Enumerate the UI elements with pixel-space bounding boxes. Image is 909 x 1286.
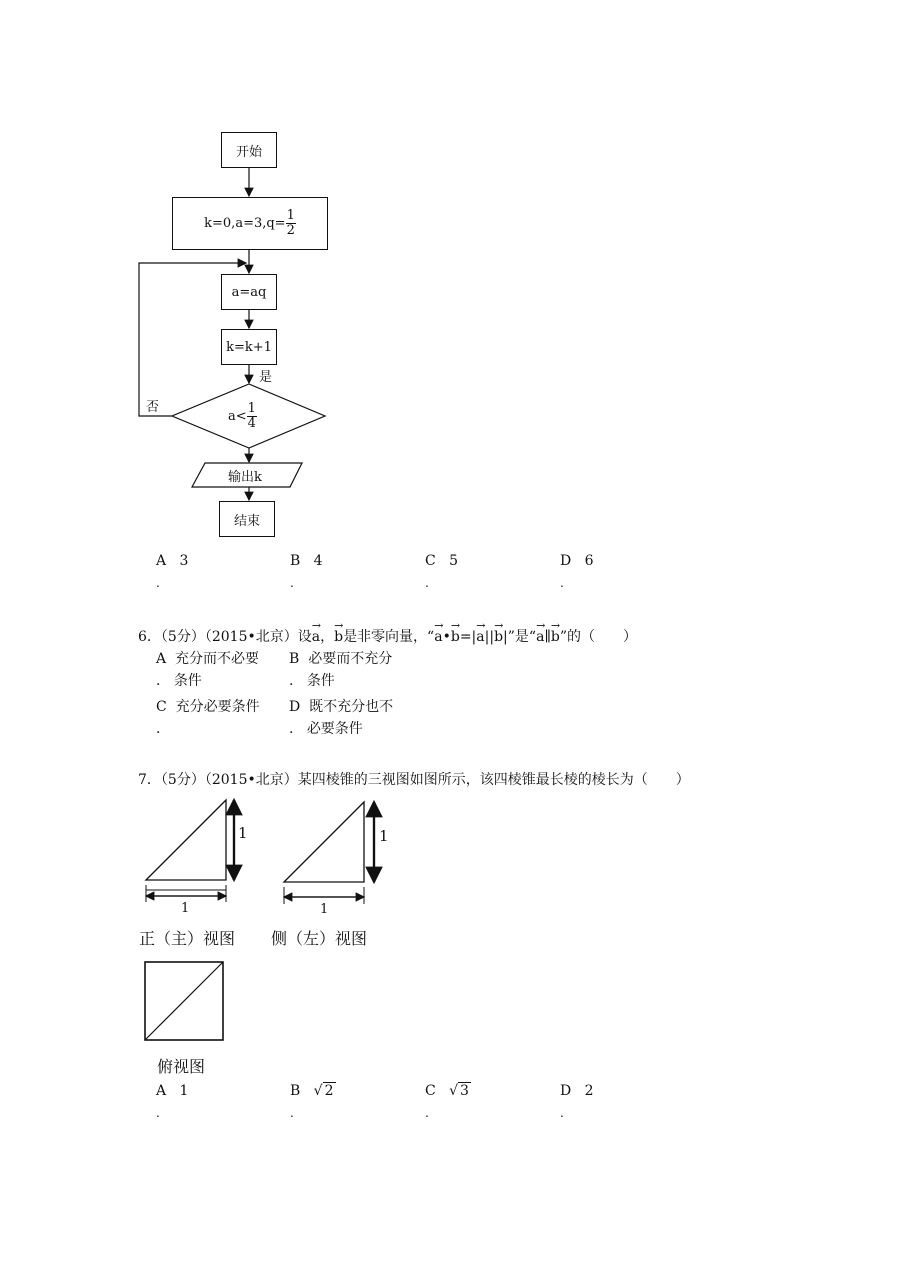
- q7-option-d[interactable]: D 2 .: [560, 1083, 594, 1120]
- option-text: 1: [179, 1083, 189, 1099]
- option-letter: B: [289, 651, 300, 667]
- option-letter: D: [560, 553, 572, 569]
- init-numerator: 1: [286, 208, 295, 223]
- option-text: 5: [449, 553, 458, 569]
- top-view: [145, 962, 223, 1040]
- question-score: （5分）: [160, 772, 205, 788]
- sqrt-symbol: √: [313, 1083, 323, 1099]
- option-text: 6: [584, 553, 594, 569]
- option-letter: B: [290, 1083, 301, 1099]
- option-letter: C: [156, 699, 167, 715]
- option-text: 3: [179, 553, 189, 569]
- end-label: 结束: [233, 513, 260, 529]
- option-text: 必要条件: [306, 721, 363, 737]
- option-radicand: 2: [324, 1083, 334, 1099]
- option-letter: B: [290, 553, 301, 569]
- condition-denominator: 4: [247, 416, 256, 431]
- comma: ，: [320, 629, 335, 645]
- option-text: 既不充分也不: [309, 699, 394, 715]
- option-letter: A: [156, 1083, 167, 1099]
- q5-option-c[interactable]: C 5 .: [425, 553, 458, 590]
- vector-a: → a: [312, 622, 320, 648]
- yes-label: 是: [259, 370, 273, 385]
- q7-option-a[interactable]: A 1 .: [156, 1083, 189, 1120]
- q7-option-c[interactable]: C √ 3 .: [425, 1083, 469, 1120]
- q5-option-b[interactable]: B 4 .: [290, 553, 323, 590]
- step-k-label: k=k+1: [226, 339, 272, 355]
- equals-abs: =|: [459, 629, 477, 645]
- option-letter: A: [156, 553, 167, 569]
- output-label: 输出k: [228, 470, 262, 485]
- no-label: 否: [146, 400, 160, 415]
- question-text: 某四棱锥的三视图如图所示，该四棱锥最长棱的棱长为（ ）: [297, 772, 690, 788]
- q6-option-a[interactable]: A 充分而不必要 . 条件: [156, 651, 260, 689]
- init-label: k=0,a=3,q=: [204, 216, 286, 231]
- side-height-label: 1: [379, 827, 389, 845]
- init-denominator: 2: [286, 223, 295, 238]
- option-text: 充分必要条件: [175, 699, 260, 715]
- option-letter: C: [425, 1083, 436, 1099]
- top-view-caption: 俯视图: [157, 1057, 206, 1076]
- start-label: 开始: [235, 144, 262, 160]
- dot-operator: •: [442, 629, 451, 645]
- vector-b: → b: [494, 622, 503, 648]
- step-a-label: a=aq: [231, 284, 267, 300]
- option-text: 4: [313, 553, 323, 569]
- question-text: ”的（ ）: [559, 629, 638, 645]
- question-source: （2015•北京）: [204, 629, 298, 645]
- condition-prefix: a<: [228, 409, 247, 424]
- q6-option-c[interactable]: C 充分必要条件 .: [156, 699, 260, 737]
- vector-b: → b: [334, 622, 343, 648]
- question-source: （2015•北京）: [204, 772, 298, 788]
- front-view: [146, 800, 234, 902]
- option-letter: C: [425, 553, 436, 569]
- option-radicand: 3: [460, 1083, 469, 1099]
- option-text: 条件: [173, 673, 202, 689]
- option-letter: D: [560, 1083, 572, 1099]
- q6-option-d[interactable]: D 既不充分也不 . 必要条件: [289, 699, 394, 737]
- vector-b: → b: [451, 622, 460, 648]
- option-text: 条件: [306, 673, 335, 689]
- q7-option-b[interactable]: B √ 2 .: [290, 1083, 334, 1120]
- option-letter: A: [156, 651, 167, 667]
- front-height-label: 1: [238, 824, 248, 842]
- option-letter: D: [289, 699, 301, 715]
- vector-a: → a: [476, 622, 484, 648]
- side-width-label: 1: [320, 902, 329, 917]
- question-text: |”是“: [503, 629, 537, 645]
- q5-option-d[interactable]: D 6 .: [560, 553, 594, 590]
- abs-bars: ||: [484, 629, 495, 645]
- side-view-caption: 侧（左）视图: [271, 929, 368, 948]
- question-score: （5分）: [160, 629, 205, 645]
- q6-option-b[interactable]: B 必要而不充分 . 条件: [289, 651, 393, 689]
- side-view: [284, 802, 374, 904]
- option-text: 充分而不必要: [175, 651, 260, 667]
- vector-b: → b: [551, 622, 560, 648]
- question-number: 7．: [138, 772, 161, 788]
- sqrt-symbol: √: [449, 1083, 458, 1099]
- vector-a: → a: [434, 622, 442, 648]
- condition-numerator: 1: [247, 401, 256, 416]
- question-text: 是非零向量，“: [343, 629, 435, 645]
- vector-a: → a: [536, 622, 544, 648]
- option-text: 必要而不充分: [308, 651, 393, 667]
- front-view-caption: 正（主）视图: [139, 929, 236, 948]
- parallel-symbol: ∥: [544, 629, 551, 645]
- option-text: 2: [584, 1083, 594, 1099]
- front-width-label: 1: [181, 901, 190, 916]
- question-number: 6．: [138, 629, 161, 645]
- question-text: 设: [297, 629, 312, 645]
- q5-option-a[interactable]: A 3 .: [156, 553, 189, 590]
